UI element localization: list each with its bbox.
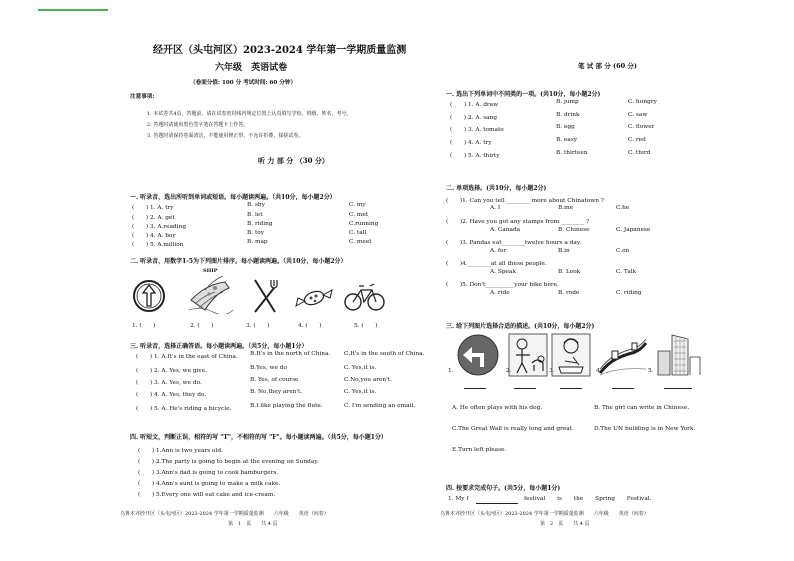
l-s3-q2: ( ) 2. A. Yes, we give. [136,368,207,374]
l-s1-q2-c: C. met [349,212,369,218]
l-s2-blank-5[interactable]: 5. ( ) [354,323,378,329]
l-s3-q4: ( ) 4. A. Yes, they do. [136,392,207,398]
knife-fork-icon [247,276,283,316]
left-footer: 乌鲁木齐经开区（头屯河区）2023-2024 学年第一学期质量监测 六年级 英语（问卷） [120,511,329,517]
l-s3-q5-c: C. I'm sending an email. [344,403,416,409]
r-s2-q3-a: A. for [490,248,507,254]
l-s1-q5-c: C. meet [349,239,372,245]
r-s2-q4-c: C. Talk [616,269,637,275]
l-s3-q2-b: B.Yes, we do [250,365,287,371]
l-s1-q2: ( ) 2. A. get [132,215,175,221]
r-s2-title: 二. 单项选择。(共10分，每小题2分) [446,185,547,192]
l-s3-q2-c: C. Yes,it is. [344,365,377,371]
ship-icon [185,270,235,314]
r-s3-answer-3[interactable] [560,388,582,389]
ship-label: SHIP [203,268,218,274]
r-s3-title: 三. 给下列图片选择合适的描述。(共10分，每小题2分) [446,323,595,330]
r-s1-q2: ( ) 2. A. sang [450,115,498,121]
r-s2-q3-b: B.in [558,248,570,254]
r-s2-q2-a: A. Canada [490,227,521,233]
l-s1-q1: ( ) 1. A. try [132,205,174,211]
r-s2-q4-b: B. Look [558,269,581,275]
l-s1-q4-c: C. tall [349,230,367,236]
r-s1-q1-b: B. jump [556,99,579,105]
l-s1-q2-b: B. let [247,212,263,218]
r-s1-q2-b: B. drink [556,112,580,118]
r-s2-q4-a: A. Speak [490,269,516,275]
left-page-number: 第 1 页 共 4 页 [228,521,278,527]
r-s2-q1-a: A. I [490,205,501,211]
r-s2-q5-c: C. riding [616,290,642,296]
r-s2-q5-a: A. ride [490,290,510,296]
r-s1-q1-c: C. hungry [628,99,657,105]
r-s2-q1-c: C.he [616,205,630,211]
r-s1-q4: ( ) 4. A. try [450,140,492,146]
bicycle-icon [342,278,386,314]
l-s1-q1-b: B. shy [247,202,265,208]
r-s4-q1-b: festival is the Spring Festival. [524,496,652,502]
r-s2-q5-b: B. rode [558,290,580,296]
r-s2-q3-c: C.on [616,248,630,254]
r-s3-num-5: 5. [648,368,654,374]
girl-writing-icon [551,333,591,377]
r-s3-opt-b: B. The girl can write in Chinese. [594,405,690,411]
l-s3-q3-b: B. Yes, of course [250,377,299,383]
r-s2-q2-b: B. Chinese [558,227,590,233]
l-s1-q3: ( ) 3. A.reading [132,224,187,230]
r-s1-q4-b: B. easy [556,137,578,143]
r-s2-q2-c: C. Japanese [616,227,651,233]
r-s4-title: 四. 按要求完成句子。(共5分，每小题1分) [446,485,561,492]
r-s1-q1: ( ) 1. A. draw [450,102,499,108]
r-s1-q5: ( ) 5. A. thirty [450,153,500,159]
r-s1-title: 一. 选出下列单词中不同类的一项。(共10分，每小题2分) [446,91,601,98]
l-s3-q1-c: C.It's in the south of China. [344,351,425,357]
r-s1-q5-b: B. thirteen [556,150,588,156]
l-s2-blank-1[interactable]: 1. ( ) [132,323,156,329]
l-s3-q1-b: B.It's in the north of China. [250,351,331,357]
exam-subtitle: 六年级 英语试卷 [215,63,288,73]
l-s3-q4-c: C. Yes,it is. [344,389,377,395]
l-s2-blank-3[interactable]: 3. ( ) [246,323,270,329]
l-s3-q5: ( ) 5. A. He's riding a bicycle. [136,406,232,412]
r-s3-opt-c: C.The Great Wall is really long and great. [452,426,574,432]
l-s4-q2: ( ) 2.The party is going to begin at the evening on Sunday. [138,459,319,465]
l-s2-blank-2[interactable]: 2. ( ) [190,323,214,329]
r-s3-num-3: 3. [549,368,555,374]
l-s3-title: 三. 听录音，选择正确答语。每小题读两遍。（共5分，每小题1分） [130,343,308,350]
r-s2-q4: ( )4.________at all these people. [446,261,547,267]
r-s2-q2: ( )2. Have you got any stamps from ________ ? [446,219,590,225]
great-wall-icon [598,333,648,377]
r-s3-num-2: 2. [506,368,512,374]
un-building-icon [654,331,702,377]
l-s2-blank-4[interactable]: 4. ( ) [298,323,322,329]
r-s2-q1: ( )1. Can you tell ________ more about Chinatown ? [446,198,604,204]
boy-with-dog-icon [508,333,548,377]
r-s1-q3-b: B. egg [556,124,575,130]
r-s3-num-4: 4. [596,368,602,374]
r-s1-q5-c: C. third [628,150,651,156]
r-s3-answer-4[interactable] [612,388,634,389]
written-title: 笔 试 部 分 (60 分) [578,62,638,70]
r-s4-q1-blank[interactable] [476,503,518,504]
l-s1-q4-b: B. toy [247,230,265,236]
l-s1-q5-b: B. map [247,239,268,245]
top-accent-line [38,9,108,11]
up-arrow-sign-icon [132,278,166,314]
l-s4-q5: ( ) 5.Every one will eat cake and ice-cream. [138,492,276,498]
l-s1-q5: ( ) 5. A.million [132,242,184,248]
l-s4-title: 四. 听短文，判断正误，相符的写 "T"，不相符的写 "F"。每小题读两遍。（共5分，每小题1分） [130,434,387,441]
r-s3-answer-2[interactable] [514,388,536,389]
r-s4-q1-a: 1. My f [448,496,469,502]
r-s1-q3-c: C. flower [628,124,655,130]
l-s1-q3-b: B. riding [247,221,273,227]
r-s3-num-1: 1. [448,368,454,374]
r-s2-q1-b: B.me [558,205,574,211]
l-s3-q1: ( ) 1. A.It's in the east of China. [136,354,238,360]
l-s3-q3: ( ) 3. A. Yes, we do. [136,380,202,386]
r-s1-q4-c: C. red [628,137,646,143]
l-s3-q4-b: B. No,they aren't. [250,389,303,395]
notice-2: 2. 答题时请使用黑色签字笔在答题卡上作答。 [147,122,249,128]
l-s3-q5-b: B.I like playing the flute. [250,403,323,409]
r-s3-opt-a: A. He often plays with his dog. [452,405,543,411]
l-s4-q1: ( ) 1.Ann is two years old. [138,448,223,454]
notice-3: 3. 答题时请保持卷面清洁，不能使用修正带，不允许折叠、揉搓试卷。 [147,133,304,139]
r-s3-opt-e: E.Turn left please. [452,447,507,453]
notice-1: 1. 本试卷共4页，答题前，请在试卷密封线内规定位置上认真填写学校、班级、姓名、考号。 [147,111,352,117]
l-s4-q4: ( ) 4.Ann's aunt is going to make a milk cake. [138,481,281,487]
l-s1-title: 一. 听录音，选出所听到单词或短语。每小题读两遍。（共10分，每小题2分） [130,194,336,201]
r-s3-opt-d: D.The UN building is in New York. [594,426,696,432]
r-s3-answer-5[interactable] [664,388,692,389]
exam-title: 经开区（头屯河区）2023-2024 学年第一学期质量监测 [153,45,407,56]
l-s1-q4: ( ) 4. A. boy [132,233,176,239]
r-s1-q3: ( ) 3. A. tomato [450,127,504,133]
l-s4-q3: ( ) 3.Ann's dad is going to cook hamburgers. [138,470,279,476]
r-s1-q2-c: C. saw [628,112,648,118]
notice-heading: 注意事项: [130,94,155,100]
candy-icon [293,284,335,312]
r-s2-q5: ( )5. Don't__________your bike here. [446,282,559,288]
right-footer: 乌鲁木齐经开区（头屯河区）2023-2024 学年第一学期质量监测 六年级 英语（问卷） [440,511,649,517]
listening-title: 听 力 部 分 （30 分） [258,156,329,165]
l-s2-title: 二. 听录音，用数字1-5为下列图片排序。每小题读两遍。（共10分，每小题2分） [130,258,347,265]
turn-left-sign-icon [454,333,502,377]
right-page-number: 第 2 页 共 4 页 [540,521,590,527]
exam-meta: （卷面分值: 100 分 考试时间: 60 分钟） [190,80,297,86]
r-s3-answer-1[interactable] [464,388,486,389]
l-s1-q1-c: C. my [349,202,366,208]
r-s2-q3: ( )3. Pandas eat________twelve hours a day. [446,240,582,246]
l-s1-q3-c: C.running [349,221,379,227]
l-s3-q3-c: C.No,you aren't. [344,377,392,383]
